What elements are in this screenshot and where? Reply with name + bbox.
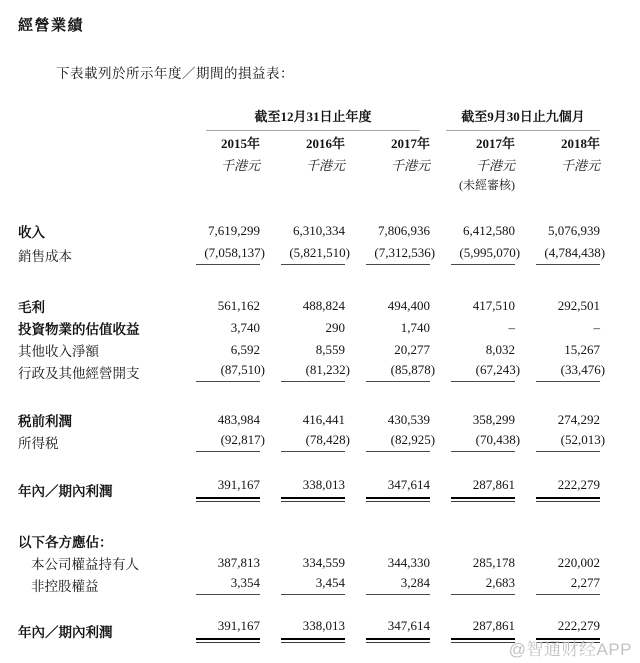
cell-value: 347,614 [387, 477, 431, 492]
year-header-row [18, 131, 600, 153]
cell-value: (82,925) [390, 432, 436, 447]
column-group-header-row [18, 106, 600, 131]
unit-header-row [18, 153, 600, 175]
cell-value: (85,878) [390, 362, 436, 377]
cell-value: 488,824 [302, 298, 345, 313]
cell-value: 344,330 [387, 555, 431, 570]
cell-value: 6,592 [230, 342, 260, 357]
year-header-2017-9m: 2017年 [476, 135, 516, 151]
column-group-nine-month [430, 106, 600, 131]
cell-value: 220,002 [557, 555, 601, 570]
column-group-annual-label: 截至12月31日止年度 [206, 106, 420, 131]
page-title: 經營業績 [18, 18, 85, 34]
spacer-row [18, 596, 600, 618]
spacer-row [18, 383, 600, 409]
row-label: 以下各方應佔： [18, 535, 113, 550]
cell-value: 561,162 [217, 298, 260, 313]
year-header-2016: 2016年 [305, 135, 345, 151]
cell-value: (52,013) [560, 432, 606, 447]
cell-value: (7,312,536) [374, 245, 436, 260]
cell-value: 347,614 [387, 618, 431, 633]
column-group-nine-month-label: 截至9月30日止九個月 [446, 106, 600, 131]
row-label: 其他收入淨額 [18, 344, 99, 359]
cell-value: 430,539 [387, 412, 431, 427]
cell-value: (7,058,137) [204, 245, 265, 260]
cell-value: 8,032 [485, 342, 516, 357]
cell-value: 358,299 [472, 412, 516, 427]
row-label: 年內／期內利潤 [18, 624, 113, 640]
row-label: 非控股權益 [31, 579, 99, 594]
table-row-gross-profit [18, 295, 600, 317]
table-row-cost-of-sales [18, 243, 600, 267]
row-label: 税前利潤 [18, 414, 72, 429]
year-header-2018: 2018年 [561, 135, 601, 151]
row-label: 收入 [18, 225, 45, 240]
cell-value: 2,683 [485, 575, 516, 590]
cell-value: 6,310,334 [293, 223, 345, 238]
cell-value: 338,013 [302, 477, 345, 492]
cell-value: 7,806,936 [378, 223, 431, 238]
row-label: 年內／期內利潤 [18, 483, 113, 499]
table-row-admin-expenses [18, 361, 600, 383]
cell-value: (67,243) [475, 362, 521, 377]
column-group-annual [188, 106, 430, 131]
unit-label: 千港元 [391, 157, 431, 173]
year-header-2015: 2015年 [220, 135, 260, 151]
cell-value: 417,510 [472, 298, 516, 313]
unit-label: 千港元 [220, 157, 260, 173]
cell-value: 20,277 [394, 342, 431, 357]
empty-corner-cell [18, 106, 188, 131]
cell-value: 391,167 [217, 618, 260, 633]
cell-value: 3,454 [315, 575, 345, 590]
cell-value: (81,232) [305, 362, 350, 377]
table-row-profit-for-period [18, 477, 600, 502]
row-label: 投資物業的估值收益 [18, 322, 140, 337]
cell-value: 285,178 [472, 555, 516, 570]
table-row-profit-before-tax [18, 409, 600, 431]
spacer-row [18, 267, 600, 295]
cell-value: 3,354 [230, 575, 260, 590]
row-label: 毛利 [18, 300, 45, 315]
cell-value: (5,995,070) [459, 245, 521, 260]
table-row-income-tax [18, 431, 600, 453]
cell-value: 3,740 [230, 320, 260, 335]
row-label: 本公司權益持有人 [31, 557, 139, 572]
unit-label: 千港元 [476, 157, 516, 173]
cell-value: (33,476) [560, 362, 606, 377]
unaudited-note: (未經審核) [459, 177, 516, 192]
intro-text: 下表載列於所示年度／期間的損益表： [56, 66, 294, 81]
cell-value: 287,861 [472, 477, 516, 492]
cell-value: 5,076,939 [548, 223, 601, 238]
cell-value: 2,277 [570, 575, 601, 590]
spacer-row [18, 193, 600, 219]
cell-value: 222,279 [557, 477, 601, 492]
cell-value: 338,013 [302, 618, 345, 633]
table-row-valuation-gain [18, 317, 600, 339]
cell-value: – [508, 320, 516, 335]
cell-value: 222,279 [557, 618, 601, 633]
cell-value: 287,861 [472, 618, 516, 633]
row-label: 所得税 [18, 436, 59, 451]
unit-label: 千港元 [561, 157, 601, 173]
cell-value: 292,501 [557, 298, 601, 313]
cell-value: – [593, 320, 601, 335]
cell-value: 416,441 [302, 412, 345, 427]
cell-value: 290 [325, 320, 345, 335]
cell-value: (70,438) [475, 432, 521, 447]
cell-value: 7,619,299 [208, 223, 260, 238]
cell-value: (87,510) [220, 362, 265, 377]
table-row-equity-holders [18, 552, 600, 574]
table-row-attributable-to [18, 530, 600, 552]
cell-value: 8,559 [315, 342, 345, 357]
cell-value: 391,167 [217, 477, 260, 492]
spacer-row [18, 453, 600, 477]
cell-value: (5,821,510) [289, 245, 350, 260]
cell-value: 1,740 [400, 320, 431, 335]
spacer-row [18, 502, 600, 530]
cell-value: 494,400 [387, 298, 431, 313]
watermark: @智通财经APP [508, 640, 632, 659]
cell-value: 6,412,580 [463, 223, 516, 238]
table-row-other-income [18, 339, 600, 361]
year-header-2017: 2017年 [391, 135, 431, 151]
cell-value: 334,559 [302, 555, 345, 570]
cell-value: 387,813 [217, 555, 260, 570]
income-statement-table [18, 106, 606, 643]
row-label: 銷售成本 [18, 249, 72, 264]
cell-value: 3,284 [400, 575, 431, 590]
unit-label: 千港元 [305, 157, 345, 173]
unaudited-note-row [18, 175, 600, 193]
table-row-revenue [18, 219, 600, 243]
row-label: 行政及其他經營開支 [18, 366, 140, 381]
cell-value: (92,817) [220, 432, 265, 447]
table-row-non-controlling-interests [18, 574, 600, 596]
cell-value: 483,984 [217, 412, 260, 427]
cell-value: (78,428) [305, 432, 350, 447]
cell-value: 274,292 [557, 412, 601, 427]
cell-value: 15,267 [564, 342, 601, 357]
cell-value: (4,784,438) [544, 245, 606, 260]
